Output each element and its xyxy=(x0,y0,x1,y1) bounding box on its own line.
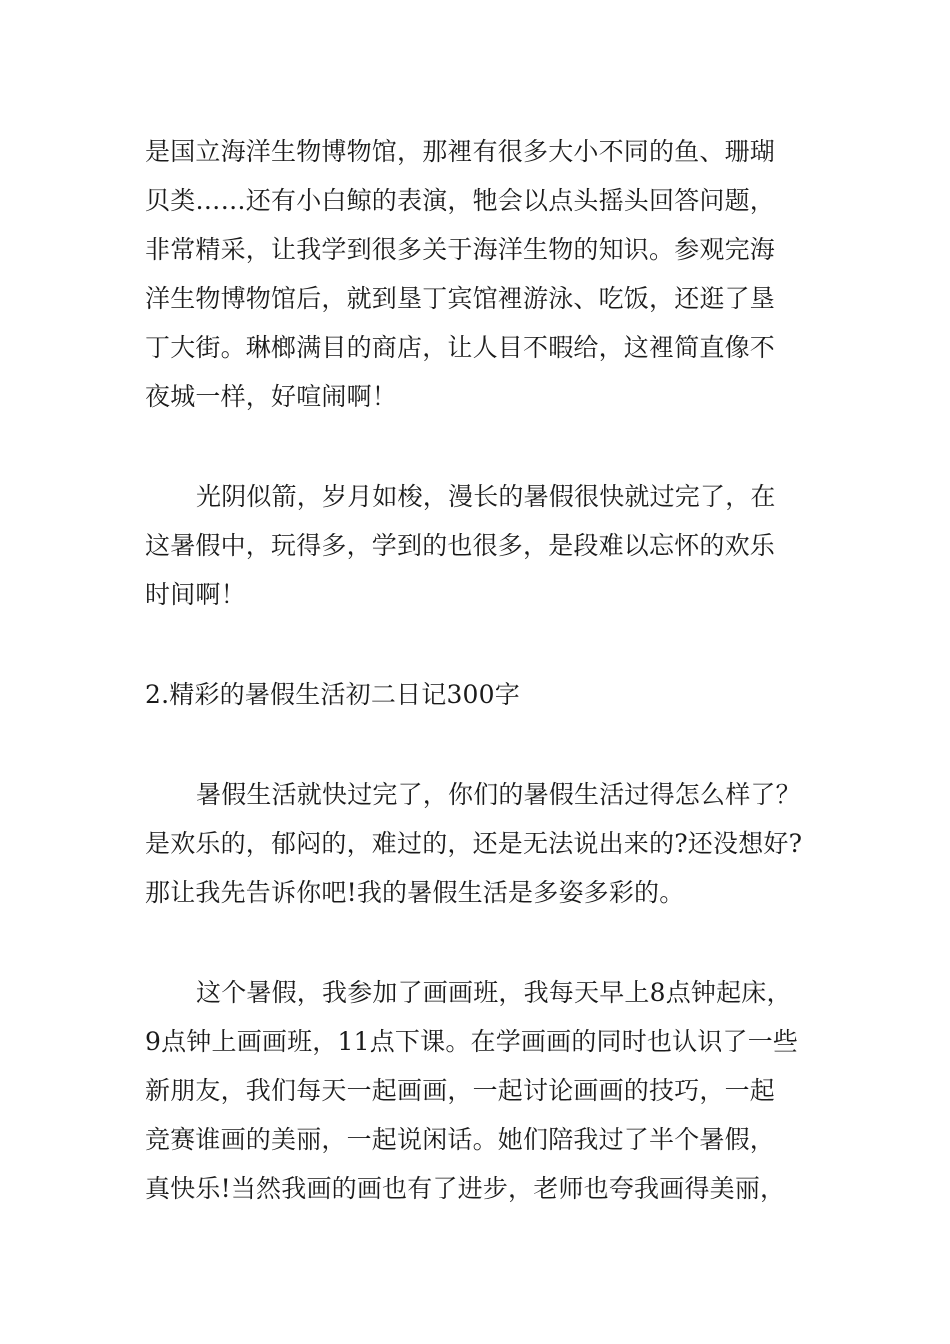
text-line: 这暑假中，玩得多，学到的也很多，是段难以忘怀的欢乐 xyxy=(145,531,776,560)
text-line: 贝类……还有小白鲸的表演，牠会以点头摇头回答问题， xyxy=(145,186,776,215)
text-line: 是欢乐的，郁闷的，难过的，还是无法说出来的?还没想好? xyxy=(145,829,803,858)
text-line: 真快乐!当然我画的画也有了进步，老师也夸我画得美丽， xyxy=(145,1174,786,1203)
text-line: 这个暑假，我参加了画画班，我每天早上8点钟起床， xyxy=(196,978,792,1007)
text-line: 时间啊！ xyxy=(145,580,246,609)
text-line: 那让我先告诉你吧!我的暑假生活是多姿多彩的。 xyxy=(145,878,685,907)
section-heading: 2.精彩的暑假生活初二日记300字 xyxy=(145,680,520,709)
text-line: 竞赛谁画的美丽，一起说闲话。她们陪我过了半个暑假， xyxy=(145,1125,776,1154)
text-line: 丁大街。琳榔满目的商店，让人目不暇给，这裡简直像不 xyxy=(145,333,776,362)
text-line: 新朋友，我们每天一起画画，一起讨论画画的技巧，一起 xyxy=(145,1076,776,1105)
text-line: 光阴似箭，岁月如梭，漫长的暑假很快就过完了，在 xyxy=(196,482,776,511)
text-line: 夜城一样，好喧闹啊！ xyxy=(145,382,398,411)
text-line: 非常精采，让我学到很多关于海洋生物的知识。参观完海 xyxy=(145,235,776,264)
text-line: 洋生物博物馆后，就到垦丁宾馆裡游泳、吃饭，还逛了垦 xyxy=(145,284,776,313)
text-line: 9点钟上画画班，11点下课。在学画画的同时也认识了一些 xyxy=(145,1027,799,1056)
text-line: 是国立海洋生物博物馆，那裡有很多大小不同的鱼、珊瑚 xyxy=(145,137,776,166)
text-line: 暑假生活就快过完了，你们的暑假生活过得怎么样了？ xyxy=(196,780,801,809)
